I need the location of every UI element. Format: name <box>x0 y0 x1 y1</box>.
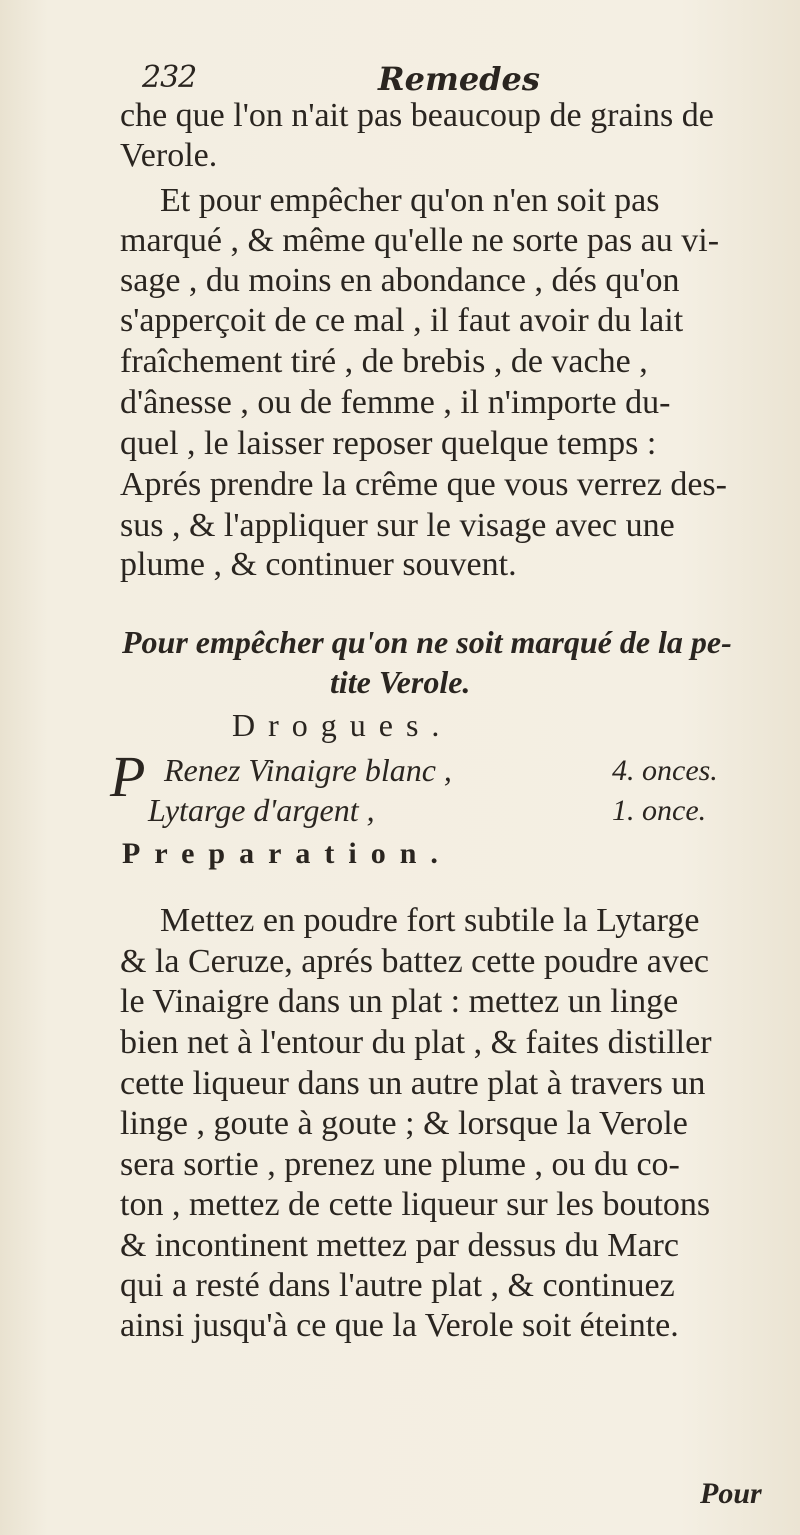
text-line: qui a resté dans l'autre plat , & continuez <box>120 1267 675 1304</box>
catchword: Pour <box>700 1477 762 1510</box>
running-title: Remedes <box>378 60 540 98</box>
text-line: linge , goute à goute ; & lorsque la Verole <box>120 1105 688 1142</box>
text-line: plume , & continuer souvent. <box>120 546 517 583</box>
drogues-label: Drogues. <box>232 707 453 743</box>
text-line: Et pour empêcher qu'on n'en soit pas <box>160 182 660 219</box>
ingredient-quantity: 4. onces. <box>612 754 718 787</box>
text-line: ton , mettez de cette liqueur sur les boutons <box>120 1186 711 1223</box>
section-heading: Pour empêcher qu'on ne soit marqué de la pe- <box>122 624 732 660</box>
ingredient-quantity: 1. once. <box>612 794 707 827</box>
ingredient-name: Lytarge d'argent , <box>148 792 375 828</box>
text-line: cette liqueur dans un autre plat à travers un <box>120 1065 706 1102</box>
text-line: sera sortie , prenez une plume , ou du co- <box>120 1146 680 1183</box>
text-line: sage , du moins en abondance , dés qu'on <box>120 262 680 299</box>
text-line: Verole. <box>120 137 218 174</box>
text-line: quel , le laisser reposer quelque temps : <box>120 425 657 462</box>
preparation-label: Preparation. <box>122 837 452 870</box>
text-line: bien net à l'entour du plat , & faites distiller <box>120 1024 712 1061</box>
text-line: ainsi jusqu'à ce que la Verole soit éteinte. <box>120 1307 679 1344</box>
page-header <box>142 60 582 100</box>
text-line: sus , & l'appliquer sur le visage avec une <box>120 507 675 544</box>
text-line: che que l'on n'ait pas beaucoup de grains de <box>120 97 714 134</box>
text-line: Mettez en poudre fort subtile la Lytarge <box>160 902 700 939</box>
text-line: Aprés prendre la crême que vous verrez des- <box>120 466 727 503</box>
text-line: d'ânesse , ou de femme , il n'importe du- <box>120 384 671 421</box>
ingredient-name: Renez Vinaigre blanc , <box>164 752 452 788</box>
text-line: & incontinent mettez par dessus du Marc <box>120 1227 679 1264</box>
text-line: fraîchement tiré , de brebis , de vache , <box>120 343 648 380</box>
drop-cap: P <box>110 744 146 809</box>
text-line: le Vinaigre dans un plat : mettez un linge <box>120 983 679 1020</box>
page-number: 232 <box>142 60 197 95</box>
text-line: marqué , & même qu'elle ne sorte pas au vi- <box>120 222 720 259</box>
text-line: s'apperçoit de ce mal , il faut avoir du lait <box>120 302 684 339</box>
text-line: & la Ceruze, aprés battez cette poudre avec <box>120 943 710 980</box>
section-heading: tite Verole. <box>330 664 471 700</box>
